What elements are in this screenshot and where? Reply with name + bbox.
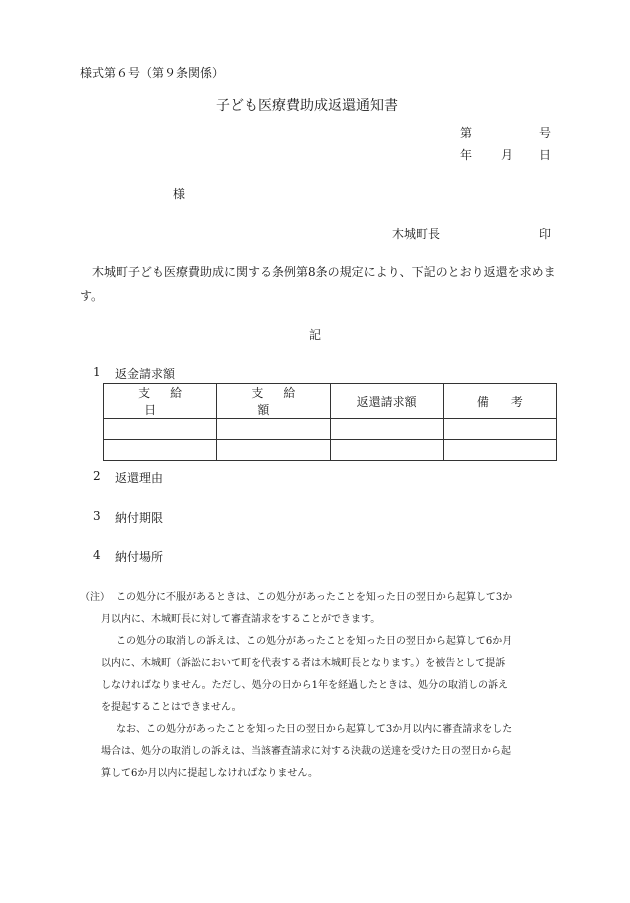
- note-line: この処分に不服があるときは、この処分があったことを知った日の翌日から起算して3か: [116, 592, 513, 603]
- table-cell[interactable]: [104, 419, 217, 440]
- document-title: 子ども医療費助成返還通知書: [216, 98, 398, 114]
- seal-mark: 印: [539, 227, 552, 241]
- refund-table: [103, 383, 557, 461]
- table-cell[interactable]: [217, 440, 330, 461]
- table-cell[interactable]: [443, 440, 556, 461]
- note-line: 以内に、木城町（訴訟において町を代表する者は木城町長となります。）を被告として提訴: [101, 658, 506, 669]
- date-day: 日: [539, 148, 552, 162]
- ki-mark: 記: [309, 328, 322, 342]
- col-refund-amount: 返還請求額: [330, 384, 443, 419]
- col-payment-date: 支給日: [104, 384, 217, 419]
- item4-label: 納付場所: [115, 550, 164, 564]
- table-header-row: [104, 384, 557, 419]
- table-cell[interactable]: [330, 440, 443, 461]
- item3-number: 3: [93, 509, 101, 523]
- table-cell[interactable]: [330, 419, 443, 440]
- col-remarks: 備考: [443, 384, 556, 419]
- item2-number: 2: [93, 469, 101, 483]
- issuer-name: 木城町長: [392, 227, 441, 241]
- item2-label: 返還理由: [115, 471, 164, 485]
- note-line: なお、この処分があったことを知った日の翌日から起算して3か月以内に審査請求をした: [116, 724, 513, 735]
- note-line: しなければなりません。ただし、処分の日から1年を経過したときは、処分の取消しの訴え: [101, 680, 508, 691]
- table-cell[interactable]: [443, 419, 556, 440]
- recipient-suffix: 様: [173, 187, 186, 201]
- note-line: 月以内に、木城町長に対して審査請求をすることができます。: [101, 614, 381, 625]
- body-text: 木城町子ども医療費助成に関する条例第8条の規定により、下記のとおり返還を求めます。: [80, 265, 556, 303]
- note-line: を提起することはできません。: [101, 702, 242, 713]
- date-month: 月: [501, 148, 514, 162]
- table-cell[interactable]: [217, 419, 330, 440]
- number-prefix: 第: [460, 126, 473, 140]
- note-line: 算して6か月以内に提起しなければなりません。: [101, 768, 318, 779]
- table-row: [104, 419, 557, 440]
- item4-number: 4: [93, 548, 101, 562]
- number-suffix: 号: [539, 126, 552, 140]
- item1-number: 1: [93, 365, 101, 379]
- note-marker: （注）: [80, 592, 110, 603]
- item1-label: 返金請求額: [115, 367, 176, 381]
- table-row: [104, 440, 557, 461]
- note-line: この処分の取消しの訴えは、この処分があったことを知った日の翌日から起算して6か月: [116, 636, 513, 647]
- note-line: 場合は、処分の取消しの訴えは、当該審査請求に対する決裁の送達を受けた日の翌日から起: [101, 746, 511, 757]
- form-number: 様式第６号（第９条関係）: [80, 66, 225, 80]
- table-cell[interactable]: [104, 440, 217, 461]
- col-payment-amount: 支給額: [217, 384, 330, 419]
- date-year: 年: [460, 148, 473, 162]
- item3-label: 納付期限: [115, 511, 164, 525]
